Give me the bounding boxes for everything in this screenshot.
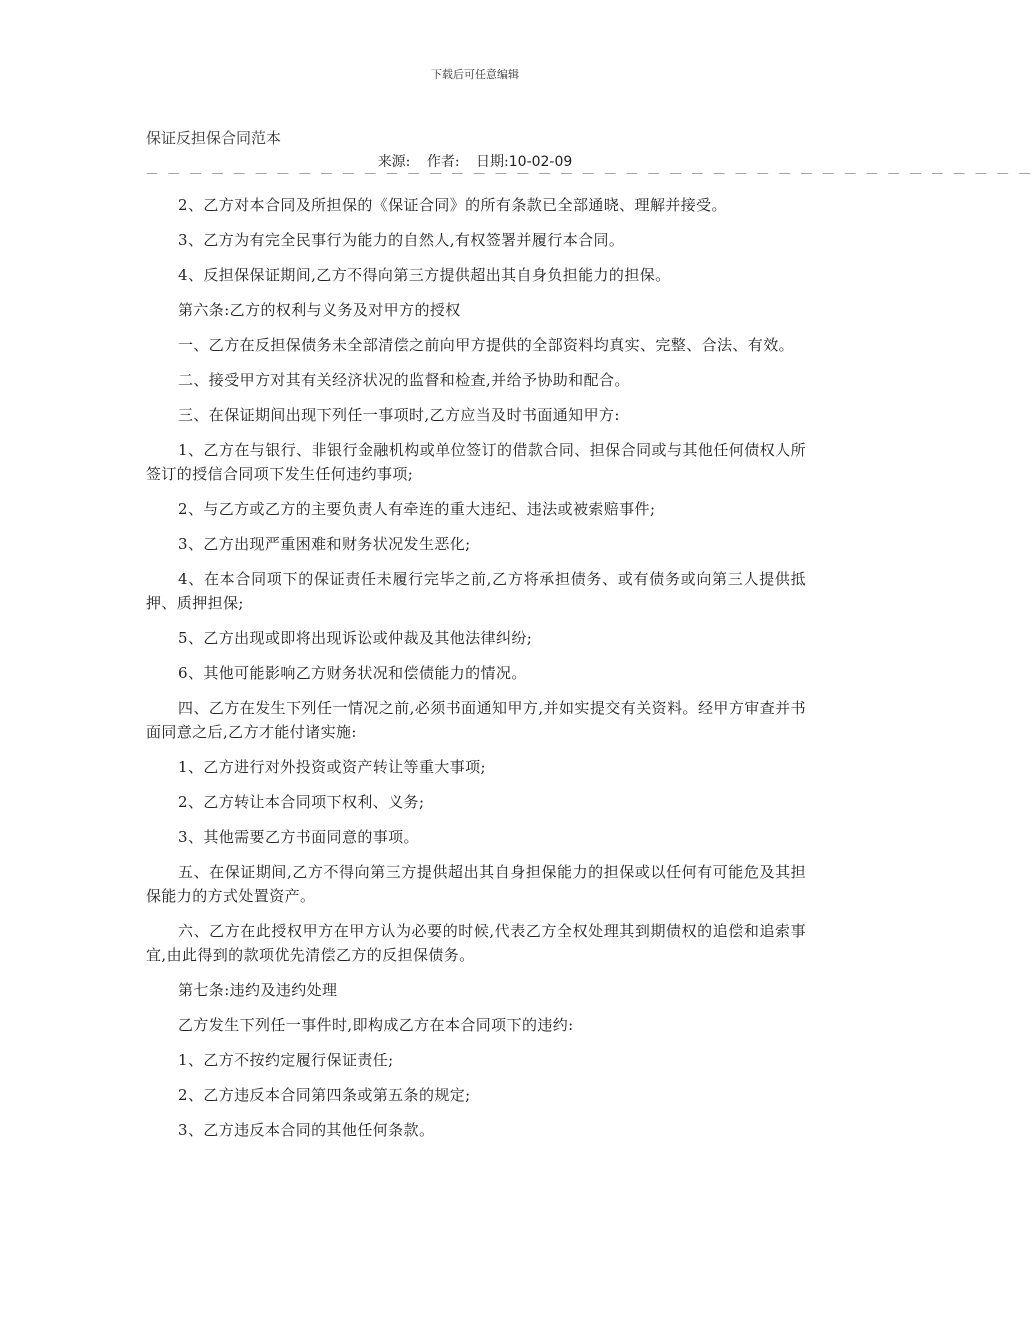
section-heading: 第七条:违约及违约处理 [178,981,338,999]
paragraph: 二、接受甲方对其有关经济状况的监督和检查,并给予协助和配合。 [178,371,630,389]
paragraph: 四、乙方在发生下列任一情况之前,必须书面通知甲方,并如实提交有关资料。经甲方审查并书面同意之后,乙方才能付诸实施: [146,699,806,741]
paragraph: 五、在保证期间,乙方不得向第三方提供超出其自身担保能力的担保或以任何有可能危及其担保能力的方式处置资产。 [146,863,806,905]
document-body [146,193,806,1153]
paragraph: 2、乙方违反本合同第四条或第五条的规定; [178,1086,471,1104]
paragraph: 六、乙方在此授权甲方在甲方认为必要的时候,代表乙方全权处理其到期债权的追偿和追索事宜,由此得到的款项优先清偿乙方的反担保债务。 [146,922,806,964]
date-value: 10-02-09 [508,154,573,170]
author-label: 作者: [426,154,460,170]
paragraph: 一、乙方在反担保债务未全部清偿之前向甲方提供的全部资料均真实、完整、合法、有效。 [178,336,795,354]
date-label: 日期: [476,154,509,170]
paragraph: 3、乙方出现严重困难和财务状况发生恶化; [178,535,471,553]
paragraph: 1、乙方进行对外投资或资产转让等重大事项; [178,758,486,776]
paragraph: 乙方发生下列任一事件时,即构成乙方在本合同项下的违约: [178,1016,574,1034]
paragraph: 2、与乙方或乙方的主要负责人有牵连的重大违纪、违法或被索赔事件; [178,500,656,518]
paragraph: 1、乙方在与银行、非银行金融机构或单位签订的借款合同、担保合同或与其他任何债权人所签订的授信合同项下发生任何违约事项; [146,441,806,483]
paragraph: 3、乙方违反本合同的其他任何条款。 [178,1121,435,1139]
paragraph: 2、乙方转让本合同项下权利、义务; [178,793,425,811]
paragraph: 5、乙方出现或即将出现诉讼或仲裁及其他法律纠纷; [178,629,533,647]
separator-line: — — — — — — — — — — — — — — — — — — — — — — — — — — — — — — — — — — — — — — — — — [146,166,1034,180]
paragraph: 2、乙方对本合同及所担保的《保证合同》的所有条款已全部通晓、理解并接受。 [178,196,727,214]
paragraph: 3、乙方为有完全民事行为能力的自然人,有权签署并履行本合同。 [178,231,625,249]
paragraph: 三、在保证期间出现下列任一事项时,乙方应当及时书面通知甲方: [178,406,620,424]
paragraph: 3、其他需要乙方书面同意的事项。 [178,828,419,846]
paragraph: 4、在本合同项下的保证责任未履行完毕之前,乙方将承担债务、或有债务或向第三人提供抵押、质押担保; [146,570,806,612]
document-title: 保证反担保合同范本 [146,129,282,147]
paragraph: 4、反担保保证期间,乙方不得向第三方提供超出其自身负担能力的担保。 [178,266,671,284]
page-header-note: 下载后可任意编辑 [431,68,519,81]
paragraph: 6、其他可能影响乙方财务状况和偿债能力的情况。 [178,664,527,682]
source-label: 来源: [377,154,411,170]
paragraph: 1、乙方不按约定履行保证责任; [178,1051,394,1069]
section-heading: 第六条:乙方的权利与义务及对甲方的授权 [178,301,461,319]
